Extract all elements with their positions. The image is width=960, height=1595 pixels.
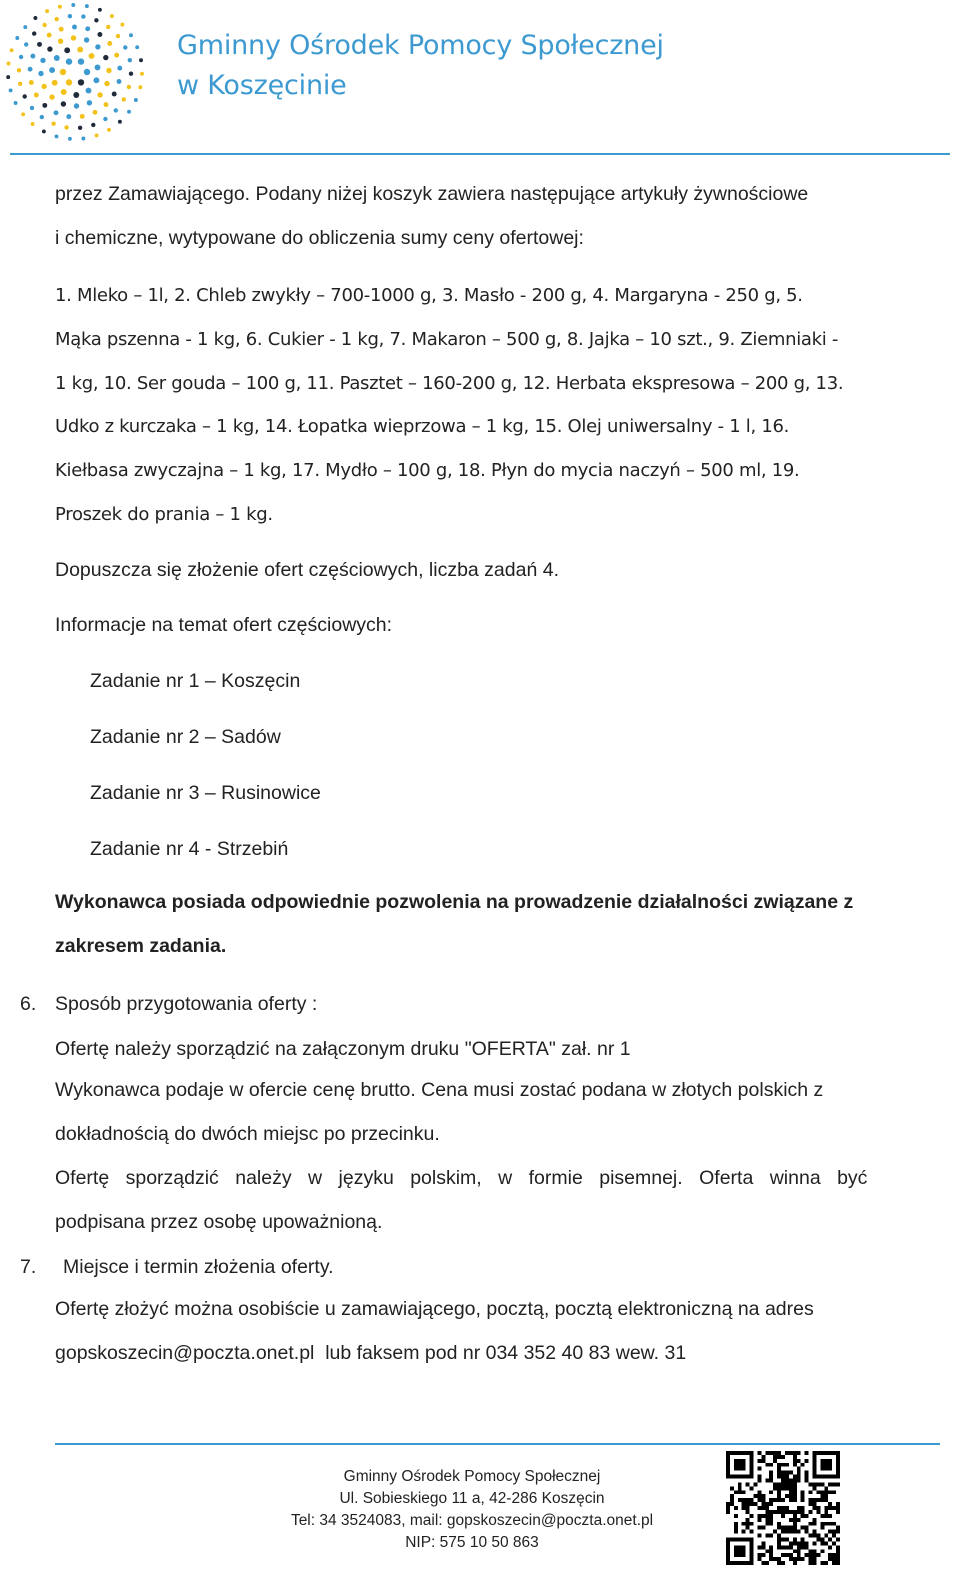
footer-address: Ul. Sobieskiego 11 a, 42-286 Koszęcin xyxy=(339,1490,605,1507)
task-item: Zadanie nr 4 - Strzebiń xyxy=(90,838,289,860)
items-line: Proszek do prania – 1 kg. xyxy=(55,503,273,525)
partial-info-heading: Informacje na temat ofert częściowych: xyxy=(55,614,393,636)
section-6-title: Sposób przygotowania oferty : xyxy=(55,993,318,1015)
partial-offers-text: Dopuszcza się złożenie ofert częściowych, liczba zadań 4. xyxy=(55,559,559,581)
items-line: 1 kg, 10. Ser gouda – 100 g, 11. Pasztet – 160-200 g, 12. Herbata ekspresowa – 200 g, 13. xyxy=(55,372,844,394)
items-line: Mąka pszenna - 1 kg, 6. Cukier - 1 kg, 7. Makaron – 500 g, 8. Jajka – 10 szt., 9. Ziemniaki - xyxy=(55,328,839,350)
section-6-p2-line: dokładnością do dwóch miejsc po przecinku. xyxy=(55,1123,440,1145)
permits-line: zakresem zadania. xyxy=(55,935,227,957)
items-line: Kiełbasa zwyczajna – 1 kg, 17. Mydło – 100 g, 18. Płyn do mycia naczyń – 500 ml, 19. xyxy=(55,460,800,482)
section-7-title: Miejsce i termin złożenia oferty. xyxy=(63,1256,334,1278)
items-line: Udko z kurczaka – 1 kg, 14. Łopatka wieprzowa – 1 kg, 15. Olej uniwersalny - 1 l, 16. xyxy=(55,416,790,438)
dotted-circle-logo-icon xyxy=(0,0,160,150)
footer-nip: NIP: 575 10 50 863 xyxy=(405,1534,539,1551)
organization-title-line1: Gminny Ośrodek Pomocy Społecznej xyxy=(177,30,664,61)
items-list xyxy=(55,274,925,537)
intro-line: przez Zamawiającego. Podany niżej koszyk zawiera następujące artykuły żywnościowe xyxy=(55,183,809,205)
intro-paragraph xyxy=(55,172,925,260)
permits-line: Wykonawca posiada odpowiednie pozwolenia na prowadzenie działalności związane z xyxy=(55,891,854,913)
section-6-p2-line: Wykonawca podaje w ofercie cenę brutto. Cena musi zostać podana w złotych polskich z xyxy=(55,1079,824,1101)
organization-title xyxy=(177,26,664,106)
task-item: Zadanie nr 3 – Rusinowice xyxy=(90,782,321,804)
footer-divider xyxy=(55,1443,940,1445)
items-line: 1. Mleko – 1l, 2. Chleb zwykły – 700-1000 g, 3. Masło - 200 g, 4. Margaryna - 250 g, 5. xyxy=(55,285,803,306)
permits-statement xyxy=(55,880,925,968)
organization-title-line2: w Koszęcinie xyxy=(177,70,347,101)
footer-org-name: Gminny Ośrodek Pomocy Społecznej xyxy=(343,1468,601,1485)
intro-line: i chemiczne, wytypowane do obliczenia sumy ceny ofertowej: xyxy=(55,227,584,249)
section-7-line: gopskoszecin@poczta.onet.pl lub faksem pod nr 034 352 40 83 wew. 31 xyxy=(55,1342,687,1364)
task-item: Zadanie nr 1 – Koszęcin xyxy=(90,670,301,692)
section-7-paragraph xyxy=(55,1287,925,1375)
section-6-p3-line: Ofertę sporządzić należy w języku polskim, w formie pisemnej. Oferta winna być xyxy=(55,1167,868,1189)
section-7-number: 7. xyxy=(20,1256,37,1278)
header-divider xyxy=(10,153,950,155)
section-6-number: 6. xyxy=(20,993,37,1015)
section-6-paragraph-1: Ofertę należy sporządzić na załączonym druku "OFERTA" zał. nr 1 xyxy=(55,1038,631,1060)
section-7-line: Ofertę złożyć można osobiście u zamawiającego, pocztą, pocztą elektroniczną na adres xyxy=(55,1298,814,1320)
task-item: Zadanie nr 2 – Sadów xyxy=(90,726,281,748)
footer-phone-email: Tel: 34 3524083, mail: gopskoszecin@poczta.onet.pl xyxy=(290,1512,654,1529)
page-header xyxy=(0,0,960,160)
section-6-paragraph-2 xyxy=(55,1068,925,1156)
footer-contact xyxy=(262,1466,682,1554)
qr-code-icon xyxy=(726,1451,840,1565)
section-6-p3-line: podpisana przez osobę upoważnioną. xyxy=(55,1211,383,1233)
section-6-paragraph-3 xyxy=(55,1156,925,1244)
